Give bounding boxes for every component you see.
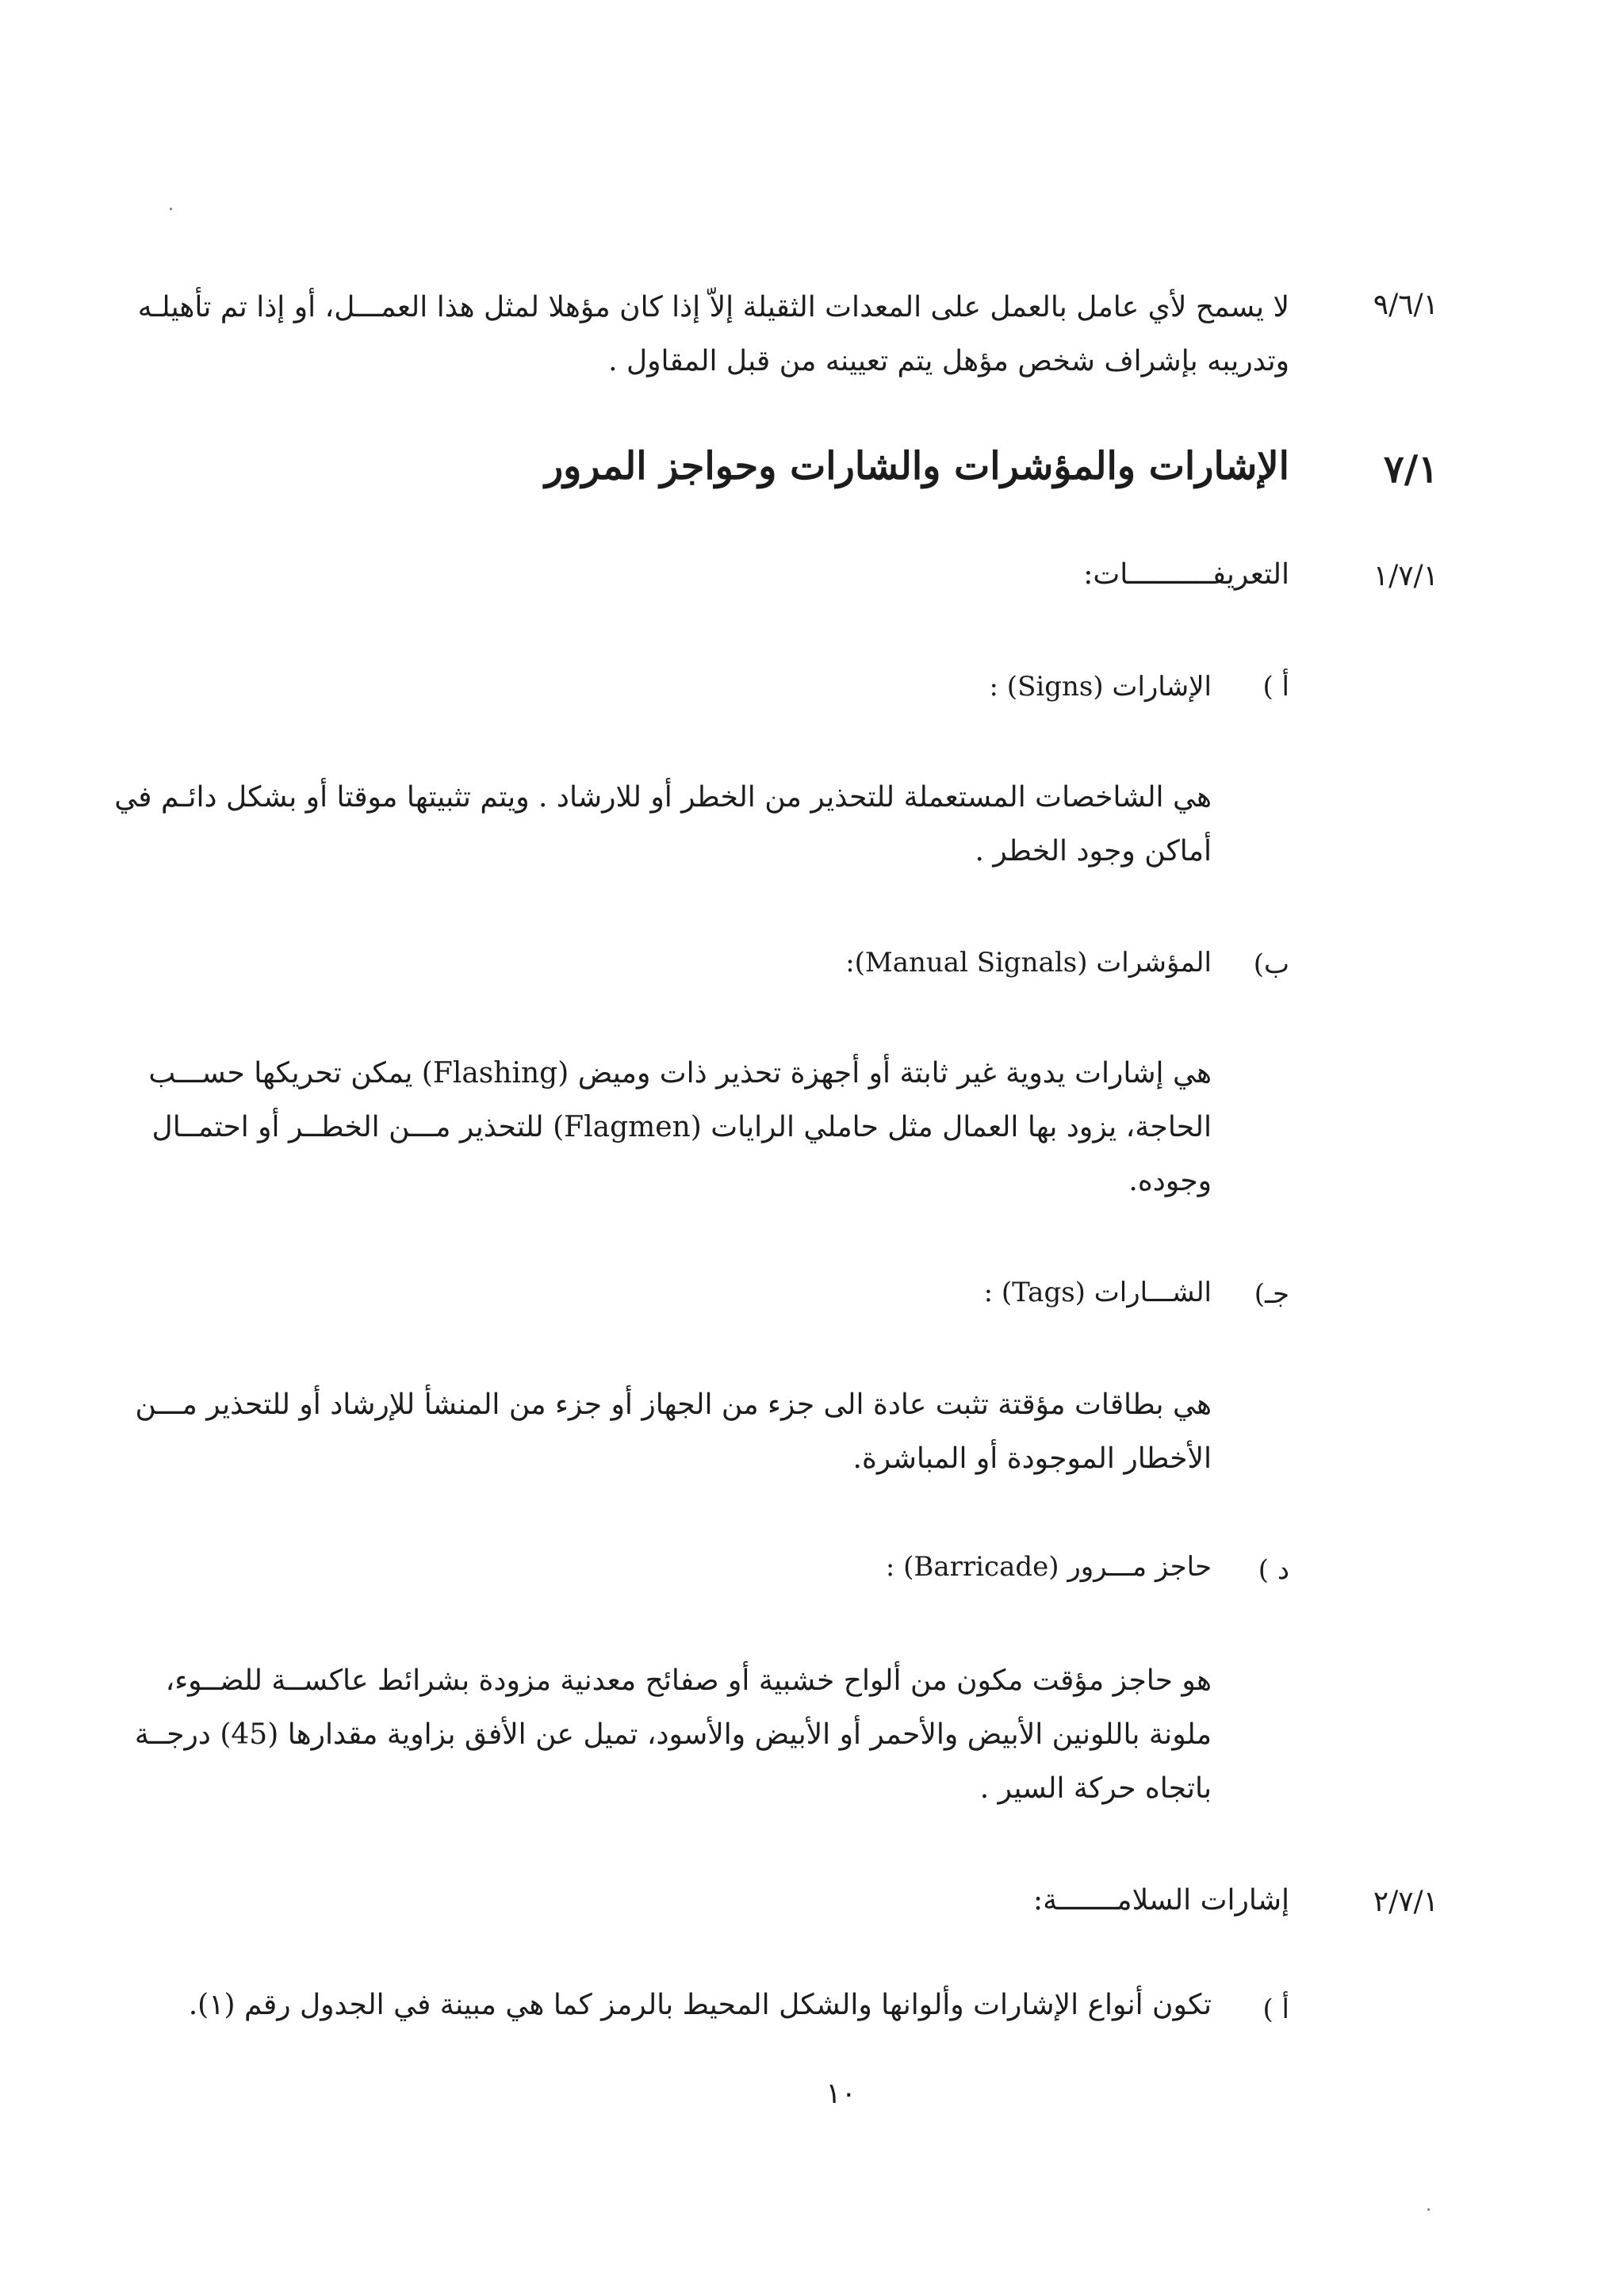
text-line: الحاجة، يزود بها العمال مثل حاملي الرايات (Flagmen) للتحذير مـــن الخطــر أو احتمــال [151, 1111, 1212, 1143]
safety-signs-heading: إشارات السلامـــــــة: [1033, 1884, 1289, 1917]
definition-text-barricade [134, 1654, 1212, 1816]
text-line: باتجاه حركة السير . [979, 1772, 1212, 1805]
text-line: هو حاجز مؤقت مكون من ألواح خشبية أو صفائح معدنية مزودة بشرائط عاكســة للضــوء، [165, 1664, 1212, 1697]
list-letter-c: جـ) [1254, 1278, 1289, 1310]
text-line: وجوده. [1128, 1165, 1212, 1197]
definition-title-barricade: حاجز مـــرور (Barricade) : [885, 1551, 1212, 1583]
section-title: الإشارات والمؤشرات والشارات وحواجز المرور [545, 444, 1289, 488]
safety-signs-item-a: تكون أنواع الإشارات وألوانها والشكل المحيط بالرمز كما هي مبينة في الجدول رقم (١). [188, 1989, 1212, 2021]
scan-speck [1427, 2208, 1430, 2211]
definition-title-manual-signals: المؤشرات (Manual Signals): [845, 947, 1212, 978]
text-line: ملونة باللونين الأبيض والأحمر أو الأبيض والأسود، تميل عن الأفق بزاوية مقدارها (45) درجــة [134, 1718, 1212, 1751]
text-line: أماكن وجود الخطر . [975, 835, 1212, 867]
item-1-6-9-text [137, 281, 1289, 389]
definition-title-signs: الإشارات (Signs) : [989, 671, 1212, 703]
scan-speck [170, 208, 172, 210]
text-line: الأخطار الموجودة أو المباشرة. [852, 1442, 1212, 1475]
list-letter-b: ب) [1253, 948, 1289, 980]
text-line: هي إشارات يدوية غير ثابتة أو أجهزة تحذير ذات وميض (Flashing) يمكن تحريكها حســـب [148, 1057, 1212, 1090]
list-letter-a: أ ) [1262, 1993, 1289, 2025]
text-line: لا يسمح لأي عامل بالعمل على المعدات الثقيلة إلاّ إذا كان مؤهلا لمثل هذا العمـــل، أو إذا تم تأهيلـه [137, 291, 1289, 324]
list-letter-d: د ) [1258, 1554, 1289, 1586]
definition-text-manual-signals [148, 1047, 1212, 1208]
definition-text-signs [114, 771, 1212, 879]
item-number-1-7-2: ٢/٧/١ [1373, 1886, 1438, 1918]
page-number: ١٠ [825, 2078, 856, 2110]
text-line: هي بطاقات مؤقتة تثبت عادة الى جزء من الجهاز أو جزء من المنشأ للإرشاد أو للتحذير مـــن [135, 1388, 1212, 1421]
section-number-1-7: ٧/١ [1383, 447, 1438, 492]
text-line: وتدريبه بإشراف شخص مؤهل يتم تعيينه من قبل المقاول . [608, 345, 1289, 377]
text-line: هي الشاخصات المستعملة للتحذير من الخطر أو للارشاد . ويتم تثبيتها موقتا أو بشكل دائـم في [114, 781, 1212, 814]
definitions-heading: التعريفــــــــــات: [1083, 558, 1289, 591]
item-number-1-7-1: ١/٧/١ [1373, 560, 1438, 592]
list-letter-a: أ ) [1262, 671, 1289, 703]
definition-title-tags: الشـــارات (Tags) : [983, 1277, 1212, 1308]
definition-text-tags [135, 1378, 1212, 1486]
item-number-1-6-9: ٩/٦/١ [1373, 289, 1438, 321]
